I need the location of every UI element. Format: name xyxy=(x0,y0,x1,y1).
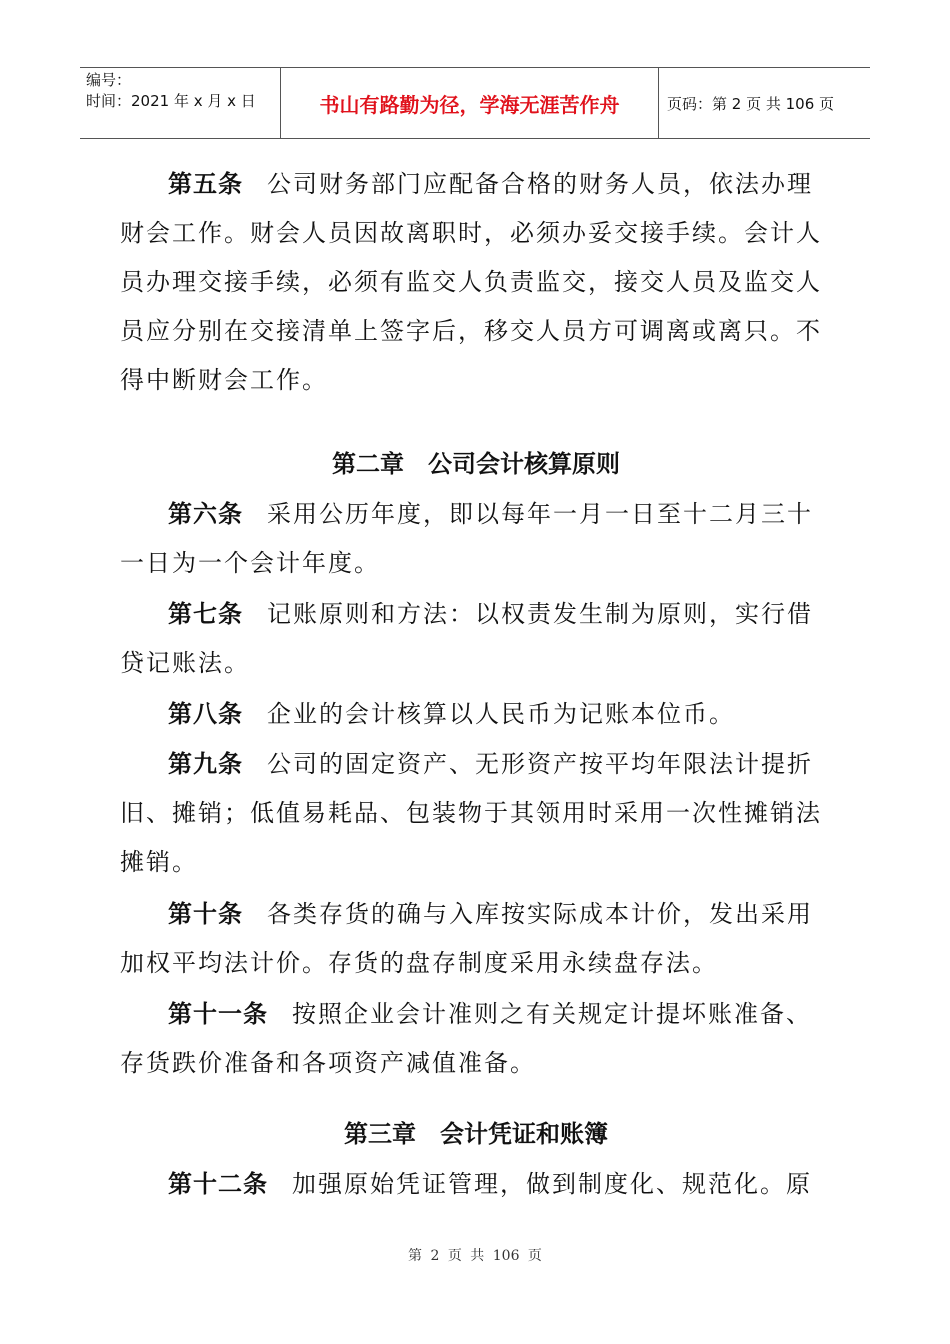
article-line xyxy=(120,639,832,688)
article-text: 企业的会计核算以人民币为记账本位币。 xyxy=(267,700,735,728)
article-number: 第七条 xyxy=(168,600,243,628)
article-block xyxy=(120,490,832,588)
article-text: 员应分别在交接清单上签字后，移交人员方可调离或离只。不 xyxy=(120,317,822,345)
article-number: 第九条 xyxy=(168,750,243,778)
article-line xyxy=(120,838,832,887)
article-line xyxy=(120,690,832,739)
article-text: 摊销。 xyxy=(120,848,198,876)
article-block xyxy=(120,590,832,688)
article-number: 第五条 xyxy=(168,170,243,198)
article-text: 一日为一个会计年度。 xyxy=(120,549,380,577)
article-text: 得中断财会工作。 xyxy=(120,366,328,394)
article-text: 加权平均法计价。存货的盘存制度采用永续盘存法。 xyxy=(120,949,718,977)
article-text: 公司的固定资产、无形资产按平均年限法计提折 xyxy=(267,750,813,778)
article-text: 员办理交接手续，必须有监交人负责监交，接交人员及监交人 xyxy=(120,268,822,296)
article-block xyxy=(120,160,832,405)
article-text: 加强原始凭证管理，做到制度化、规范化。原 xyxy=(292,1170,812,1198)
article-block xyxy=(120,890,832,988)
article-line xyxy=(120,740,832,789)
article-text: 贷记账法。 xyxy=(120,649,250,677)
article-text: 各类存货的确与入库按实际成本计价，发出采用 xyxy=(267,900,813,928)
page-footer: 第 2 页 共 106 页 xyxy=(408,1248,542,1264)
article-line xyxy=(120,307,832,356)
article-text: 采用公历年度，即以每年一月一日至十二月三十 xyxy=(267,500,813,528)
article-line xyxy=(120,1160,832,1209)
article-text: 存货跌价准备和各项资产减值准备。 xyxy=(120,1049,536,1077)
article-line xyxy=(120,939,832,988)
article-number: 第十条 xyxy=(168,900,243,928)
article-text: 公司财务部门应配备合格的财务人员，依法办理 xyxy=(267,170,813,198)
article-line xyxy=(120,789,832,838)
article-number: 第十二条 xyxy=(168,1170,268,1198)
article-block xyxy=(120,740,832,887)
article-line xyxy=(120,490,832,539)
article-line xyxy=(120,1039,832,1088)
article-line xyxy=(120,160,832,209)
page-header xyxy=(80,67,870,139)
article-line xyxy=(120,209,832,258)
article-text: 记账原则和方法：以权责发生制为原则，实行借 xyxy=(267,600,813,628)
article-line xyxy=(120,356,832,405)
article-line xyxy=(120,539,832,588)
article-block xyxy=(120,990,832,1088)
chapter-heading: 第三章 会计凭证和账簿 xyxy=(344,1120,608,1148)
article-line xyxy=(120,590,832,639)
article-line xyxy=(120,258,832,307)
article-line xyxy=(120,890,832,939)
header-meta xyxy=(80,68,280,138)
article-number: 第八条 xyxy=(168,700,243,728)
article-text: 财会工作。财会人员因故离职时，必须办妥交接手续。会计人 xyxy=(120,219,822,247)
article-number: 第六条 xyxy=(168,500,243,528)
article-number: 第十一条 xyxy=(168,1000,268,1028)
chapter-heading: 第二章 公司会计核算原则 xyxy=(332,450,620,478)
header-motto: 书山有路勤为径，学海无涯苦作舟 xyxy=(280,68,659,138)
document-date: 时间：2021 年 x 月 x 日 xyxy=(86,92,256,110)
document-number-label: 编号： xyxy=(86,71,132,89)
article-block xyxy=(120,690,832,739)
article-text: 按照企业会计准则之有关规定计提坏账准备、 xyxy=(292,1000,812,1028)
header-page-info: 页码：第 2 页 共 106 页 xyxy=(667,94,835,113)
article-text: 旧、摊销；低值易耗品、包装物于其领用时采用一次性摊销法 xyxy=(120,799,822,827)
article-block xyxy=(120,1160,832,1209)
article-line xyxy=(120,990,832,1039)
